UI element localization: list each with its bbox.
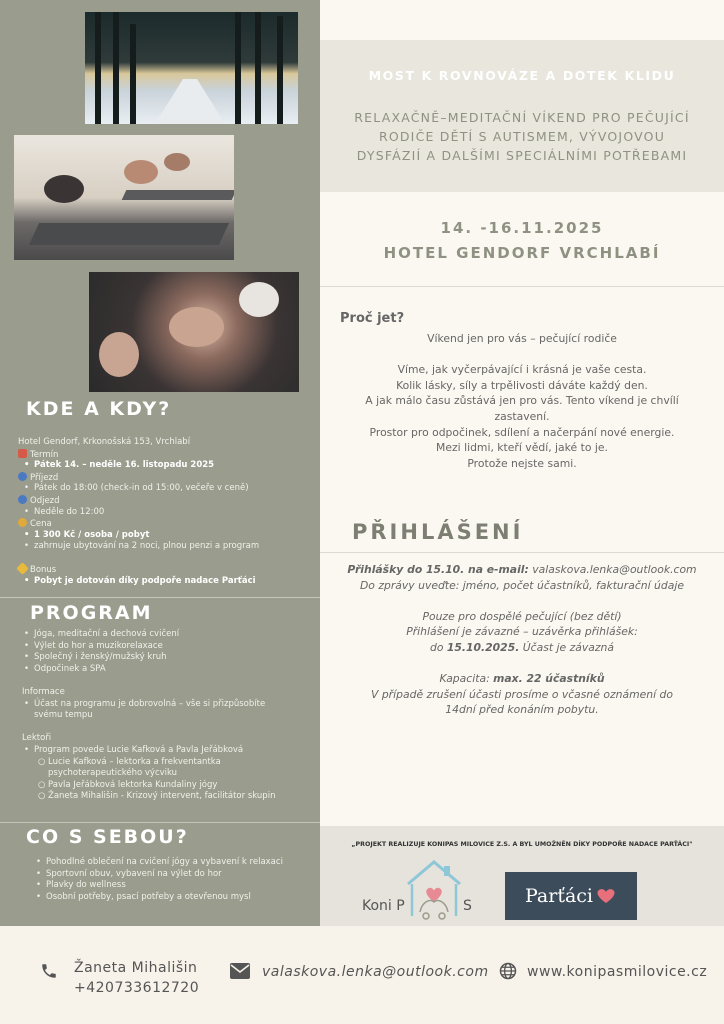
program-item: • Společný i ženský/mužský kruh	[34, 652, 167, 664]
program-details	[22, 629, 314, 809]
event-dates	[320, 216, 724, 266]
sebou-item: • Pohodlné oblečení na cvičení jógy a vybavení k relaxaci	[46, 857, 283, 869]
divider	[320, 286, 724, 287]
partaci-logo	[505, 872, 637, 920]
contact-web[interactable]: www.konipasmilovice.cz	[527, 964, 708, 980]
odjezd-label: Odjezd	[30, 496, 60, 506]
envelope-icon	[230, 963, 250, 979]
contact-name: Žaneta Mihališin	[74, 960, 198, 976]
cena-note: • zahrnuje ubytování na 2 noci, plnou penzi a program	[34, 541, 259, 553]
sparkle-icon	[16, 562, 29, 575]
lektor-item: ○ Žaneta Mihališin - Krizový intervent, facilitátor skupin	[38, 791, 276, 802]
event-title: MOST K ROVNOVÁZE A DOTEK KLIDU	[368, 68, 676, 83]
why-title: Proč jet?	[340, 311, 405, 326]
lektori-label: Lektoři	[22, 733, 52, 744]
program-item: • Výlet do hor a muzikorelaxace	[34, 641, 163, 653]
why-text: Víkend jen pro vás – pečující rodiče Víme, jak vyčerpávající i krásná je vaše cesta. Kolik lásky, síly a trpělivosti dáváte každý den. A jak málo času zůstává jen pro vás. Tento víkend je chvílí zastavení. Prostor pro odpočinek, sdílení a načerpání nové energie. Mezi lidmi, kteří vědí, jaké to je. Protože nejste sami.	[365, 332, 679, 470]
dates-text: 14. -16.11.2025	[440, 219, 604, 237]
contact-email[interactable]: valaskova.lenka@outlook.com	[262, 964, 489, 980]
contact-phone[interactable]: +420733612720	[74, 980, 200, 996]
lektor-item: ○ Pavla Jeřábková lektorka Kundaliny jógy	[38, 779, 218, 790]
joined-hands-photo	[89, 272, 299, 392]
sponsor-note: „PROJEKT REALIZUJE KONIPAS MILOVICE Z.S. A BYL UMOŽNĚN DÍKY PODPOŘE NADACE PARŤÁCI"	[351, 841, 693, 848]
co-s-sebou-list	[34, 857, 318, 912]
registration-title: PŘIHLÁŠENÍ	[352, 520, 524, 544]
program-title: PROGRAM	[30, 602, 153, 624]
clock-icon	[18, 472, 27, 481]
sebou-item: • Sportovní obuv, vybavení na výlet do hor	[46, 869, 222, 881]
konipas-text: Koni P	[362, 898, 405, 914]
divider	[0, 822, 320, 823]
globe-icon	[499, 962, 517, 980]
prijezd-label: Příjezd	[30, 472, 59, 483]
bonus-label: Bonus	[30, 565, 57, 575]
event-subtitle: RELAXAČNĚ–MEDITAČNÍ VÍKEND PRO PEČUJÍCÍ RODIČE DĚTÍ S AUTISMEM, VÝVOJOVOU DYSFÁZIÍ A DALŠÍMI SPECIÁLNÍMI POTŘEBAMI	[354, 110, 690, 163]
konipas-s: S	[463, 898, 472, 914]
informace-text: • Účast na programu je dobrovolná – vše si přizpůsobíte	[34, 699, 265, 711]
informace-label: Informace	[22, 687, 65, 697]
where-when-details	[18, 437, 318, 587]
bonus-value: • Pobyt je dotován díky podpoře nadace Parťáci	[34, 576, 256, 588]
informace-text-cont: svému tempu	[34, 710, 93, 721]
calendar-icon	[18, 449, 27, 458]
venue-text: HOTEL GENDORF VRCHLABÍ	[383, 244, 661, 262]
clock-icon	[18, 495, 27, 504]
lektor-item-cont: psychoterapeutického výcviku	[48, 768, 178, 779]
program-item: • Jóga, meditační a dechová cvičení	[34, 629, 179, 641]
sebou-item: • Osobní potřeby, psací potřeby a otevřenou mysl	[46, 892, 251, 904]
co-s-sebou-title: CO S SEBOU?	[26, 826, 189, 848]
termin-value: • Pátek 14. – neděle 16. listopadu 2025	[34, 460, 214, 472]
heart-icon	[595, 887, 617, 905]
where-when-title: KDE A KDY?	[26, 398, 172, 420]
sebou-item: • Plavky do wellness	[46, 880, 126, 892]
registration-email[interactable]: valaskova.lenka@outlook.com	[528, 563, 697, 576]
phone-icon	[40, 962, 58, 980]
odjezd-value: • Neděle do 12:00	[34, 507, 104, 519]
program-item: • Odpočinek a SPA	[34, 664, 106, 676]
divider	[0, 597, 320, 598]
cena-value: • 1 300 Kč / osoba / pobyt	[34, 530, 149, 542]
partaci-text: Parťáci	[524, 885, 594, 907]
registration-text: Přihlášky do 15.10. na e-mail: valaskova.lenka@outlook.com Do zprávy uveďte: jméno, počet účastníků, fakturační údaje Pouze pro dospělé pečující (bez dětí) Přihlášení je závazné – uzávěrka přihlášek: do 15.10.2025. Účast je závazná Kapacita: max. 22 účastníků V případě zrušení účasti prosíme o včasné oznámení do 14dní před konáním pobytu.	[347, 563, 697, 717]
cena-label: Cena	[30, 519, 52, 530]
address-text: Hotel Gendorf, Krkonošská 153, Vrchlabí	[18, 437, 191, 447]
prijezd-value: • Pátek do 18:00 (check-in od 15:00, večeře v ceně)	[34, 483, 249, 495]
termin-label: Termín	[30, 449, 59, 460]
divider	[320, 552, 724, 553]
konipas-logo	[360, 858, 485, 920]
money-bag-icon	[18, 518, 27, 527]
lektor-item: ○ Lucie Kafková – lektorka a frekventantka	[38, 756, 221, 767]
yoga-class-photo	[14, 135, 234, 260]
winter-forest-photo	[85, 12, 298, 124]
lektori-intro: • Program povede Lucie Kafková a Pavla Jeřábková	[34, 745, 243, 757]
